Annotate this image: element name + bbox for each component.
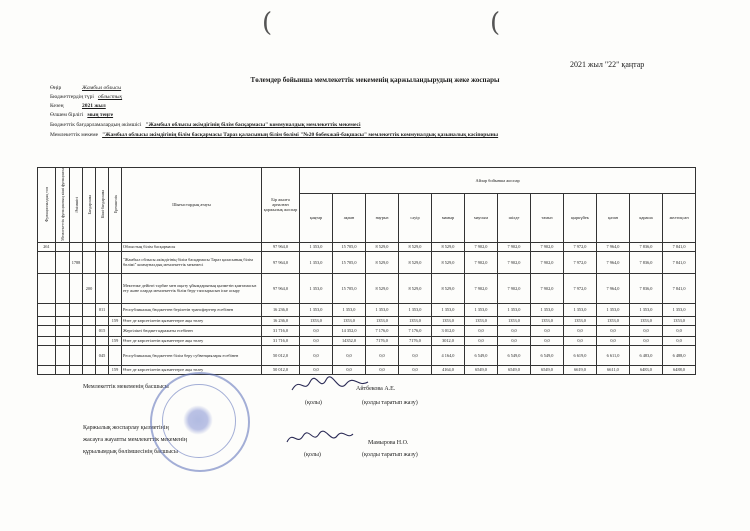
cell-expense-name: Өзге де көрсетілетін қызметтерге ақы төлеу [122, 365, 262, 374]
table-row [38, 303, 696, 316]
cell-month-value: 14 352,0 [333, 325, 366, 336]
cell-subfunction [56, 325, 70, 336]
cell-month-value: 7 841,0 [663, 251, 696, 273]
cell-month-value: 8 529,0 [399, 251, 432, 273]
cell-month-value: 1 353,0 [432, 303, 465, 316]
cell-month-value: 0,0 [399, 365, 432, 374]
cell-program [83, 251, 96, 273]
financing-plan-table [37, 167, 696, 375]
cell-month-value: 8 529,0 [366, 242, 399, 251]
cell-month-value: 0,0 [300, 325, 333, 336]
cell-month-value: 7 972,0 [564, 251, 597, 273]
cell-month-value: 0,0 [333, 365, 366, 374]
cell-subprogram [96, 251, 109, 273]
cell-month-value: 7 902,0 [465, 251, 498, 273]
cell-program [83, 365, 96, 374]
cell-month-value: 1 353,0 [300, 273, 333, 303]
cell-month-value: 6619,0 [564, 365, 597, 374]
table-row [38, 242, 696, 251]
meta-budget [50, 93, 122, 101]
header-subfunction: Мемлекеттік функцияның кіші функциясы [56, 168, 70, 243]
cell-month-value: 0,0 [531, 325, 564, 336]
cell-month-value: 1353,0 [399, 316, 432, 325]
cell-expense-name: Жергілікті бюджет қаражаты есебінен [122, 325, 262, 336]
cell-month-value: 4164,0 [432, 365, 465, 374]
header-subprogram: Кіші бағдарлама [96, 168, 109, 243]
meta-admin-label: Бюджеттік бағдарламалардың әкімшісі [50, 122, 142, 128]
cell-month-value: 6 488,0 [663, 345, 696, 365]
cell-month-value: 1 353,0 [399, 303, 432, 316]
cell-month-value: 0,0 [465, 325, 498, 336]
cell-month-value: 0,0 [663, 325, 696, 336]
cell-month-value: 0,0 [300, 345, 333, 365]
header-year-total: Бір жылға арналған қаржылық жоспар [262, 168, 300, 243]
cell-month-value: 6 549,0 [465, 345, 498, 365]
cell-month-value: 1353,0 [432, 316, 465, 325]
head-sign-caption: (қолы) [305, 400, 322, 406]
accountant-title-line-1: Қаржылық жоспарлау қызметінің [83, 425, 169, 431]
head-title: Мемлекеттік мекеменің басшысы [83, 384, 169, 390]
cell-subprogram: 045 [96, 345, 109, 365]
meta-oblast [50, 84, 121, 92]
cell-month-value: 0,0 [597, 325, 630, 336]
cell-specifics [109, 325, 122, 336]
cell-subfunction [56, 303, 70, 316]
cell-month-value: 0,0 [564, 325, 597, 336]
header-month: ақпан [333, 194, 366, 243]
cell-functional-group [38, 273, 56, 303]
cell-expense-name: "Жамбыл облысы әкімдігінің білім басқармасы Тараз қаласының білім бөлімі" коммуналдық мемлекеттік мекемесі [122, 251, 262, 273]
cell-month-value: 0,0 [399, 345, 432, 365]
header-by-month: Айлар бойынша жоспар [300, 168, 696, 194]
accountant-title-line-3: құрылымдық бөлімшесінің басшысы [83, 449, 178, 455]
cell-month-value: 6549,0 [465, 365, 498, 374]
cell-month-value: 6488,0 [663, 365, 696, 374]
header-month: шілде [498, 194, 531, 243]
cell-administrator [70, 345, 83, 365]
cell-subprogram [96, 273, 109, 303]
cell-month-value: 1353,0 [300, 316, 333, 325]
cell-month-value: 1353,0 [564, 316, 597, 325]
cell-month-value: 0,0 [531, 336, 564, 345]
header-month: қаңтар [300, 194, 333, 243]
cell-month-value: 7 902,0 [498, 273, 531, 303]
cell-subfunction [56, 273, 70, 303]
cell-subprogram [96, 316, 109, 325]
meta-unit-value: мың теңге [87, 112, 114, 118]
accountant-name-caption: (қолды таратып жазу) [362, 452, 418, 458]
cell-administrator [70, 365, 83, 374]
header-specifics: Ерекшелік [109, 168, 122, 243]
cell-month-value: 1353,0 [333, 316, 366, 325]
cell-subprogram [96, 336, 109, 345]
cell-month-value: 7 841,0 [663, 273, 696, 303]
table-row [38, 345, 696, 365]
cell-expense-name: Өзге де көрсетілетін қызметтерге ақы төлеу [122, 336, 262, 345]
cell-month-value: 7 972,0 [564, 273, 597, 303]
cell-month-value: 6 483,0 [630, 345, 663, 365]
cell-year-total: 16 236,0 [262, 303, 300, 316]
cell-month-value: 1353,0 [597, 316, 630, 325]
table-row [38, 251, 696, 273]
cell-specifics [109, 273, 122, 303]
cell-functional-group [38, 251, 56, 273]
table-row [38, 316, 696, 325]
cell-subprogram: 015 [96, 325, 109, 336]
cell-administrator [70, 316, 83, 325]
cell-month-value: 1 353,0 [663, 303, 696, 316]
cell-month-value: 6611,0 [597, 365, 630, 374]
cell-year-total: 50 012,0 [262, 345, 300, 365]
meta-unit [50, 111, 113, 119]
cell-month-value: 15 705,0 [333, 251, 366, 273]
cell-month-value: 1 353,0 [366, 303, 399, 316]
cell-subfunction [56, 316, 70, 325]
cell-program [83, 303, 96, 316]
cell-administrator [70, 273, 83, 303]
cell-program [83, 325, 96, 336]
cell-month-value: 1 353,0 [630, 303, 663, 316]
cell-specifics [109, 303, 122, 316]
cell-month-value: 8 529,0 [399, 273, 432, 303]
header-month: маусым [465, 194, 498, 243]
meta-budget-label: Бюджеттердің түрі [50, 94, 94, 100]
header-month: қазан [597, 194, 630, 243]
cell-year-total: 97 964,0 [262, 242, 300, 251]
cell-month-value: 7176,0 [399, 336, 432, 345]
meta-period-value: 2021 жыл [82, 103, 106, 109]
document-title: Төлемдер бойынша мемлекеттік мекеменің қаржыландырудың жеке жоспары [250, 76, 500, 84]
cell-month-value: 7 902,0 [531, 242, 564, 251]
meta-admin [50, 121, 361, 129]
cell-year-total: 97 964,0 [262, 273, 300, 303]
cell-specifics: 159 [109, 316, 122, 325]
table-row [38, 325, 696, 336]
meta-period [50, 102, 106, 110]
cell-month-value: 1353,0 [663, 316, 696, 325]
cell-administrator [70, 325, 83, 336]
cell-month-value: 1 353,0 [597, 303, 630, 316]
cell-expense-name: Республикалық бюджеттен білім беру субвенциялары есебінен [122, 345, 262, 365]
header-functional-group: Функционалдық топ [38, 168, 56, 243]
cell-month-value: 0,0 [498, 336, 531, 345]
round-seal-emblem [183, 405, 213, 435]
header-administrator: Әкімшісі [70, 168, 83, 243]
cell-month-value: 1 353,0 [300, 242, 333, 251]
cell-specifics: 159 [109, 365, 122, 374]
head-signature [290, 372, 370, 398]
cell-year-total: 16 236,0 [262, 316, 300, 325]
header-month: қыркүйек [564, 194, 597, 243]
cell-subprogram [96, 242, 109, 251]
cell-month-value: 8 529,0 [366, 273, 399, 303]
cell-expense-name: Республикалық бюджеттен берілетін трансферттер есебінен [122, 303, 262, 316]
cell-month-value: 1 353,0 [300, 251, 333, 273]
cell-year-total: 97 964,0 [262, 251, 300, 273]
document-date: 2021 жыл "22" қаңтар [570, 60, 645, 69]
cell-specifics: 159 [109, 336, 122, 345]
meta-period-label: Кезең [50, 103, 64, 109]
header-month: тамыз [531, 194, 564, 243]
accountant-name: Мамырова Н.О. [368, 440, 409, 446]
cell-functional-group [38, 345, 56, 365]
cell-month-value: 6 549,0 [498, 345, 531, 365]
cell-month-value: 0,0 [597, 336, 630, 345]
cell-month-value: 8 529,0 [432, 251, 465, 273]
cell-month-value: 7 902,0 [498, 251, 531, 273]
cell-administrator [70, 336, 83, 345]
cell-month-value: 0,0 [333, 345, 366, 365]
header-expense-name: Шығыстардың атауы [122, 168, 262, 243]
cell-subfunction [56, 336, 70, 345]
cell-month-value: 15 705,0 [333, 242, 366, 251]
cell-month-value: 1353,0 [630, 316, 663, 325]
cell-month-value: 6549,0 [498, 365, 531, 374]
cell-month-value: 1 353,0 [531, 303, 564, 316]
cell-month-value: 7 902,0 [531, 251, 564, 273]
meta-oblast-label: Өңір [50, 85, 62, 91]
cell-month-value: 7 964,0 [597, 273, 630, 303]
cell-year-total: 31 716,0 [262, 336, 300, 345]
header-month: наурыз [366, 194, 399, 243]
cell-functional-group: 261 [38, 242, 56, 251]
cell-month-value: 15 705,0 [333, 273, 366, 303]
cell-month-value: 6 619,0 [564, 345, 597, 365]
cell-month-value: 6483,0 [630, 365, 663, 374]
cell-month-value: 7 836,0 [630, 251, 663, 273]
cell-month-value: 1 353,0 [333, 303, 366, 316]
meta-institution-value: "Жамбыл облысы әкімдігінің білім басқармасы Тараз қаласының білім бөлімі "№20 бөбекжай-бақшасы" мемлекеттік коммуналдық қазыналық кәсіпорыны [102, 132, 499, 138]
cell-month-value: 7 964,0 [597, 251, 630, 273]
cell-month-value: 8 529,0 [432, 273, 465, 303]
accountant-signature [285, 428, 355, 448]
cell-month-value: 0,0 [564, 336, 597, 345]
cell-specifics [109, 345, 122, 365]
cell-month-value: 1353,0 [366, 316, 399, 325]
cell-year-total: 31 716,0 [262, 325, 300, 336]
header-month: желтоқсан [663, 194, 696, 243]
cell-month-value: 1 353,0 [564, 303, 597, 316]
cell-month-value: 7 836,0 [630, 273, 663, 303]
cell-specifics [109, 251, 122, 273]
cell-month-value: 7 841,0 [663, 242, 696, 251]
cell-month-value: 3 012,0 [432, 325, 465, 336]
cell-functional-group [38, 325, 56, 336]
header-month: сәуір [399, 194, 432, 243]
table-row [38, 336, 696, 345]
cell-program [83, 345, 96, 365]
cell-month-value: 3012,0 [432, 336, 465, 345]
cell-program: 200 [83, 273, 96, 303]
cell-functional-group [38, 316, 56, 325]
cell-month-value: 0,0 [366, 365, 399, 374]
cell-subprogram: 011 [96, 303, 109, 316]
head-name-caption: (қолды таратып жазу) [362, 400, 418, 406]
cell-month-value: 6 611,0 [597, 345, 630, 365]
meta-institution [50, 131, 498, 139]
cell-functional-group [38, 303, 56, 316]
cell-expense-name: Мектепке дейінгі тәрбие мен оқыту ұйымдарының қызметін қамтамасыз ету және оларда мемлекеттік білім беру тапсырысын іске асыру [122, 273, 262, 303]
meta-institution-label: Мемлекеттік мекеме [50, 132, 99, 138]
cell-month-value: 0,0 [498, 325, 531, 336]
meta-oblast-value: Жамбыл облысы [82, 85, 122, 91]
cell-administrator [70, 303, 83, 316]
cell-administrator [70, 242, 83, 251]
header-month: мамыр [432, 194, 465, 243]
cell-month-value: 8 529,0 [366, 251, 399, 273]
cell-month-value: 6 549,0 [531, 345, 564, 365]
meta-admin-value: "Жамбыл облысы әкімдігінің білім басқармасы" коммуналдық мемлекеттік мекемесі [145, 122, 361, 128]
scan-mark-right: ( [490, 8, 501, 38]
cell-functional-group [38, 365, 56, 374]
cell-subfunction [56, 345, 70, 365]
accountant-title-line-2: жасауға жауапты мемлекеттік мекеменің [83, 437, 188, 443]
cell-month-value: 7 972,0 [564, 242, 597, 251]
cell-month-value: 0,0 [630, 336, 663, 345]
cell-month-value: 7 902,0 [531, 273, 564, 303]
cell-subfunction [56, 242, 70, 251]
cell-month-value: 4 164,0 [432, 345, 465, 365]
cell-month-value: 0,0 [300, 336, 333, 345]
cell-subfunction [56, 251, 70, 273]
cell-month-value: 1 353,0 [465, 303, 498, 316]
cell-month-value: 1 353,0 [498, 303, 531, 316]
cell-month-value: 0,0 [465, 336, 498, 345]
cell-month-value: 0,0 [630, 325, 663, 336]
meta-budget-value: облыстық [97, 94, 123, 100]
cell-year-total: 50 012,0 [262, 365, 300, 374]
cell-month-value: 7 902,0 [498, 242, 531, 251]
header-month: қараша [630, 194, 663, 243]
cell-program [83, 316, 96, 325]
cell-program [83, 242, 96, 251]
cell-functional-group [38, 336, 56, 345]
cell-administrator: 1788 [70, 251, 83, 273]
cell-month-value: 6549,0 [531, 365, 564, 374]
table-row [38, 273, 696, 303]
cell-month-value: 8 529,0 [399, 242, 432, 251]
cell-month-value: 0,0 [300, 365, 333, 374]
scan-mark-left: ( [262, 8, 273, 38]
cell-month-value: 7176,0 [366, 336, 399, 345]
cell-month-value: 7 964,0 [597, 242, 630, 251]
cell-month-value: 0,0 [663, 336, 696, 345]
cell-month-value: 7 836,0 [630, 242, 663, 251]
cell-month-value: 1353,0 [531, 316, 564, 325]
cell-program [83, 336, 96, 345]
cell-month-value: 1353,0 [498, 316, 531, 325]
cell-specifics [109, 242, 122, 251]
cell-month-value: 8 529,0 [432, 242, 465, 251]
cell-month-value: 1 353,0 [300, 303, 333, 316]
cell-month-value: 7 902,0 [465, 273, 498, 303]
meta-unit-label: Өлшем бірлігі [50, 112, 84, 118]
header-program: Бағдарлама [83, 168, 96, 243]
cell-expense-name: Облыстың білім басқармасы [122, 242, 262, 251]
cell-month-value: 0,0 [366, 345, 399, 365]
cell-expense-name: Өзге де көрсетілетін қызметтерге ақы төлеу [122, 316, 262, 325]
cell-month-value: 7 902,0 [465, 242, 498, 251]
cell-month-value: 1353,0 [465, 316, 498, 325]
cell-month-value: 14352,0 [333, 336, 366, 345]
cell-subprogram [96, 365, 109, 374]
cell-month-value: 7 176,0 [399, 325, 432, 336]
head-name: Айтбекова А.Е. [356, 386, 396, 392]
accountant-sign-caption: (қолы) [304, 452, 321, 458]
cell-month-value: 7 176,0 [366, 325, 399, 336]
cell-subfunction [56, 365, 70, 374]
